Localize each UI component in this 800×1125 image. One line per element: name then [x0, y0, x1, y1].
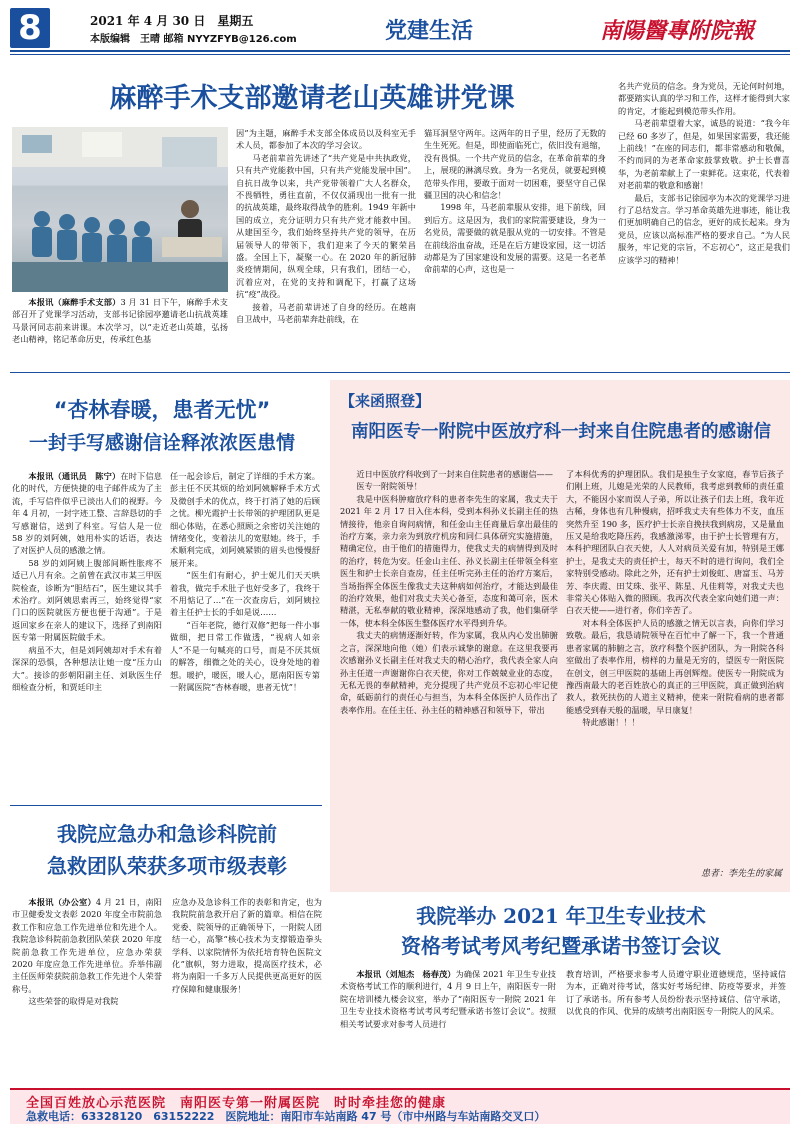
article1-paragraph: 接着，马老前辈讲述了自身的经历。在越南自卫战中，马老前辈奔赴前线，在	[236, 301, 416, 325]
article5-col2	[566, 968, 786, 1082]
letter-paragraph: 近日中医放疗科收到了一封来自住院患者的感谢信——	[356, 469, 553, 479]
letter-paragraph: 我是中医科肿瘤放疗科的患者李先生的家属，我丈夫于 2021 年 2 月 17 日入住本科，受到本科孙义长副主任的热情接待，他亲自询问病情，和任金山主任商量后拿出最佳的治疗方案，亲力亲为到放疗机房和同仁具体研究实施措施，精确定位，由于他们的措施得力，使我丈夫的病情得到及时的治疗，转危为安。任金山主任、孙义长副主任带领全科室医生和护士长亲自查房，任主任听完孙主任的治疗方案后，当场指挥全体医生像我丈夫这种病如何治疗，才能达到最佳的治疗效果，他们对我丈夫关心备至，态度和蔼可亲，医术精湛，无私奉献的敬业精神，深深地感动了我，他们集研学一体，使本科全体医生整体医疗水平得到升华。	[340, 493, 558, 628]
page-number: 8	[18, 8, 42, 48]
article4-title-line1: 我院应急办和急诊科院前	[57, 822, 277, 846]
article1-paragraph: 马老前辈望着大家，诚恳的说道：“我今年已经 60 多岁了，但是，如果国家需要，我还能上前线！”在座的同志们，都非常感动和敬佩，不约而同的为老革命家鼓掌致敬。护士长曹喜华，为老前辈献上了一束鲜花。这束花，代表着对老前辈的敬意和感谢！	[618, 118, 790, 191]
section-divider	[10, 372, 790, 373]
letter-paragraph: 医专一附院领导！	[356, 481, 422, 492]
article1-photo	[12, 127, 228, 292]
article4-paragraph: 这些荣誉的取得是对我院	[28, 996, 119, 1007]
issue-date: 2021 年 4 月 30 日 星期五	[90, 14, 254, 28]
article1-paragraph: 因”为主题，麻醉手术支部全体成员以及科室无手术人员，都参加了本次的学习会议。	[236, 128, 416, 151]
article3-title: 南阳医专一附院中医放疗科一封来自住院患者的感谢信	[351, 422, 771, 442]
article2-col2	[170, 470, 320, 800]
editor-line: 本版编辑 王晴 邮箱 NYYZFYB@126.com	[90, 34, 297, 45]
article1-paragraph: 猫耳洞坚守两年。这两年的日子里，经历了无数的生生死死。但是，即使面临死亡，依旧没有退缩，没有畏惧。一个共产党员的信念，在革命前辈的身上，展现的淋漓尽致。身为一名党员，就要起到模范带头作用，要敢于面对一切困难，要坚守自己保疆卫国的决心和信念！	[424, 128, 606, 201]
article4-title-line2: 急救团队荣获多项市级表彰	[47, 854, 287, 878]
letter-paragraph: 我丈夫的病情逐渐好转，作为家属，我从内心发出肺腑之言，深深地向他（她）们表示诚挚的谢意。在这里我要再次感谢孙义长副主任对我丈夫的精心治疗，我代表全家人向孙主任道一声谢谢你白衣天使，你对工作兢兢业业的态度，无私无畏的奉献精神，充分提现了共产党员不忘初心牢记使命，砥砺前行的责任心与担当，为本科全体医护人员作出了表率作用。在任主任、孙主任的精神感召和领导下，带出	[340, 630, 558, 715]
article1-title: 麻醉手术支部邀请老山英雄讲党课	[109, 83, 515, 114]
section-title: 党建生活	[385, 19, 474, 44]
article1-col4	[618, 80, 790, 368]
letter-tag: 【来函照登】	[340, 392, 431, 410]
article5-title-line1: 我院举办 2021 年卫生专业技术	[416, 904, 706, 928]
footer-contact	[26, 1108, 545, 1124]
article2-paragraph: 58 岁的刘阿姨上腹部间断性胀疼不适已八月有余。之前曾在武汉市某三甲医院检查，诊断为“胆结石”，医生建议其手术治疗。刘阿姨思索再三，始终觉得“家门口的医院就医方便也便于沟通”。于是返回家乡在亲人的建议下，选择了到南阳医专第一附属医院做手术。	[12, 557, 162, 643]
article1-paragraph: 名共产党员的信念。身为党员，无论何时何地，都要踏实认真的学习和工作，这样才能得到大家的肯定，才能起到模范带头作用。	[618, 81, 790, 116]
masthead-rule	[10, 50, 790, 52]
article3-col1	[340, 468, 558, 888]
article4-paragraph: 本报讯（办公室）4 月 21 日，南阳市卫健委发文表彰 2020 年度全市院前急救工作和应急工作先进单位和先进个人。我院急诊科院前急救团队荣获 2020 年度院前急救工作先进单位，应急办荣获 2020 年度应急工作先进单位。乔举伟副主任医师荣获院前急救工作先进个人荣誉称号。	[12, 897, 162, 994]
byline: 本报讯（办公室）	[28, 897, 96, 907]
article3-col2	[566, 468, 784, 864]
masthead-rule-thin	[10, 54, 790, 55]
letter-paragraph: 特此感谢！！！	[582, 717, 640, 728]
article1-paragraph: 最后，支部书记徐园亭为本次的党课学习进行了总结发言。学习革命英雄先进事迹，能让我们更加明确自己的信念，更好的成长起来。身为党员，应该以高标准严格的要求自己。“为人民服务，牢记党的宗旨，不忘初心”，这正是我们应该学习的精神！	[618, 192, 790, 265]
byline: 本报讯（刘旭杰 杨春茂）	[356, 969, 456, 979]
article5-col1	[340, 968, 556, 1082]
lecture-photo-icon	[12, 127, 228, 292]
article1-paragraph: 1998 年，马老前辈服从安排，退下前线，回到后方。这是因为，我们的家院需要建设，身为一名党员，需要做的就是服从党的一切安排。不管是在前线浴血奋战，还是在后方建设家园，这一切活动都是为了国家建设和发展的需要。这是一名老革命前辈的心声，这也是一	[424, 202, 606, 275]
article2-title-line2: 一封手写感谢信诠释浓浓医患情	[28, 432, 295, 454]
letter-paragraph: 了本科优秀的护理团队。我们是独生子女家庭，春节后孩子们刚上班，儿媳是光荣的人民教师，我考虑到教师的责任重大，不能因小家而误人子弟，所以让孩子们去上班，我年近古稀，身体也有几种慢病，招呼我丈夫有些体力不支，血压突然升至 190 多，医疗护士长亲自挽扶我到病房，又是量血压又是给我吃降压药，我感激涕零，由于护士长管理有方，本科护理团队白衣天使，人人对病员关爱有加，特别是王娜护士，是我丈夫的责任护士，每天不时的进行询问，我们全家特别受感动。除此之外，还有护士刘俊虹、唐富玉、马芳芳、李庆霞、田艾珠、张平、陈星、凡佳莉等，对我丈夫也非常关心体贴入微的照顾。我再次代表全家向她们道一声：白衣天使——进行者，你们辛苦了。	[566, 469, 784, 616]
address-label: 医院地址：	[225, 1110, 281, 1123]
article1-paragraph: 马老前辈首先讲述了“共产党是中共执政党，只有共产党能救中国，只有共产党能发展中国”。自抗日战争以来，共产党带领着广大人名群众，不畏牺牲，勇往直前，不仅仅涌现出一批有一批的抗战英雄，最终取得战争的胜利。1949 年新中国的成立，充分证明力只有共产党才能救中国。从建国至今，我们始终坚持共产党的领导，在历届领导人的带领下，我们迎来了今天的繁荣昌盛。全国上下，凝聚一心。在 2020 年的新冠肺炎疫情期间，纵观全球，只有我们，团结一心，沉着应对，在党的支持和调配下，打赢了这场抗“疫”战役。	[236, 152, 416, 300]
byline: 本报讯（麻醉手术支部）	[28, 297, 121, 307]
page-number-badge	[10, 8, 50, 48]
address-text: 南阳市车站南路 47 号（市中州路与车站南路交叉口）	[280, 1110, 546, 1123]
article2-paragraph: 本报讯（通讯员 陈宁）在时下信息化的时代，方便快捷的电子邮件成为了主流，手写信件似乎已淡出人们的视野。今年 4 月初，一封字迹工整、言辞恳切的手写感谢信，送到了科室。写信人是一位 58 岁的刘阿姨，她用朴实的话语，表达了对医护人员的感激之情。	[12, 471, 162, 556]
article4-col1	[12, 896, 162, 1082]
footer-bar	[10, 1088, 790, 1124]
phone-label: 急救电话：	[26, 1110, 81, 1123]
article2-col1	[12, 470, 162, 800]
paper-name-logo: 南陽醫專附院報	[600, 18, 755, 44]
article2-paragraph: “百年老院，德行双修”把每一件小事做细，把日常工作做透，“视病人如亲人”不是一句喊亮的口号，而是不厌其烦的解答，细微之处的关心，设身处地的着想。暖护，暖医，暖人心，愿南阳医专第一附属医院“杏林春暖，患者无忧”！	[170, 619, 320, 692]
phone-numbers: 63328120 63152222	[81, 1110, 215, 1123]
letter-paragraph: 对本科全体医护人员的感激之情无以言表，向你们学习致敬。最后，我恳请院领导在百忙中了解一下，我一个普通患者家属的肺腑之言，放疗科整个医护团队，为一附院各科室做出了表率作用，榜样的力量是无穷的，望医专一附医院在创文，创三甲医院的基础上再创辉煌。使医专一附院成为豫西南最大的老百姓放心的真正的三甲医院，真正做到治病救人，救死扶伤的人道主义精神，使来一附院看病的患者都能感受到春天般的温暖，早日康复！	[566, 617, 784, 715]
article1-col3	[424, 127, 606, 367]
letter-signature: 患者：李先生的家属	[700, 869, 782, 879]
section-divider	[10, 805, 322, 806]
article1-col2	[236, 127, 416, 367]
article1-col1	[12, 296, 228, 368]
article5-paragraph: 本报讯（刘旭杰 杨春茂）为确保 2021 年卫生专业技术资格考试工作的顺利进行，4 月 9 日上午，南阳医专一附院在培训楼九楼会议室，举办了“南阳医专一附院 2021 年卫生专业技术资格考试考风考纪暨承诺书签订会议”。按照相关考试要求对参考人员进行	[340, 969, 556, 1029]
article2-title-line1: “杏林春暖，患者无忧”	[53, 398, 271, 422]
article1-paragraph: 本报讯（麻醉手术支部）3 月 31 日下午，麻醉手术支部召开了党课学习活动，支部书记徐园亭邀请老山抗战英雄马景河同志前来讲课。本次学习，以“走近老山英雄，弘扬老山精神，铭记革命历史，传承红色基	[12, 297, 228, 345]
article2-paragraph: “医生们有耐心，护士妮儿们天天哄着我，做完手术肚子也好受多了，我终于不用惦记了…”在一次查房后，刘阿姨拉着主任护士长的手如是说……	[170, 570, 320, 618]
article4-col2	[172, 896, 322, 1082]
article4-paragraph: 应急办及急诊科工作的表彰和肯定，也为我院院前急救开启了新的篇章。相信在院党委、院领导的正确领导下，一附院人团结一心，高擎“核心技术为支撑锻造拳头学科、以家院情怀为依托培育特色医院文化”旗帜，努力进取，提高医疗技术，必将为南阳一千多万人民提供更高更好的医疗保障和健康服务！	[172, 897, 322, 994]
byline: 本报讯（通讯员 陈宁）	[28, 471, 121, 481]
article5-title-line2: 资格考试考风考纪暨承诺书签订会议	[401, 934, 721, 958]
article2-paragraph: 病虽不大，但是刘阿姨却对手术有着深深的恐惧，各种想法让她一度“压力山大”。接诊的彭朝阳副主任、刘耿医生仔细检查分析，和贾廷印主	[12, 644, 162, 692]
article5-paragraph: 教育培训，严格要求参考人员遵守职业道德规范，坚持诚信为本，正确对待考试，落实好考场纪律、防疫等要求，并签订了承诺书。所有参考人员纷纷表示坚持诚信、信守承诺，以优良的作风、优异的成绩考出南阳医专一附院人的风采。	[566, 969, 786, 1017]
article2-paragraph: 任一起会诊后，制定了详细的手术方案。彭主任不厌其烦的给刘阿姨解释手术方式及微创手术的优点，终于打消了她的后顾之忧。柳光霞护士长带领的护理团队更是细心体贴，在悉心照顾之余密切关注她的情绪变化，变着法儿的宽慰她。终于，手术顺利完成，刘阿姨紧锁的眉头也慢慢舒展开来。	[170, 471, 320, 568]
footer-slogan: 全国百姓放心示范医院 南阳医专第一附属医院 时时牵挂您的健康	[26, 1096, 447, 1111]
